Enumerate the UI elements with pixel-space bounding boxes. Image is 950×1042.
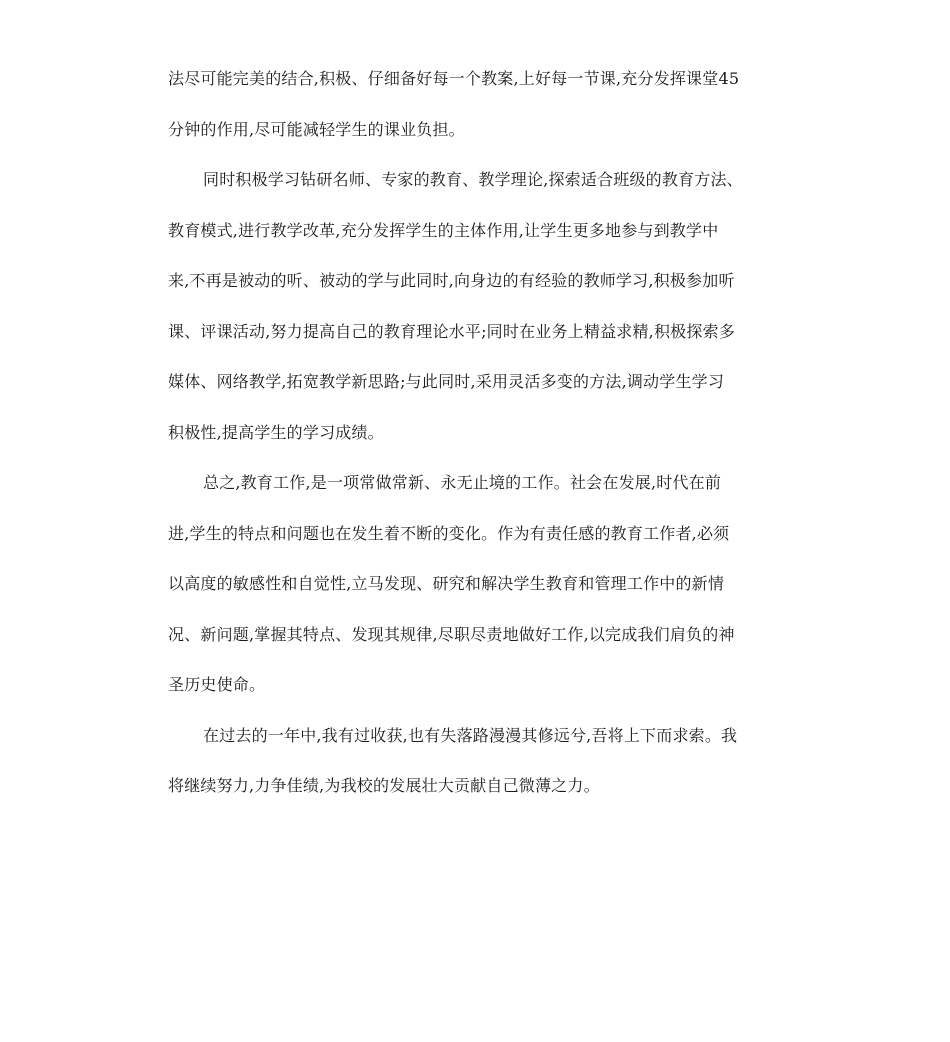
text-line: 教育模式,进行教学改革,充分发挥学生的主体作用,让学生更多地参与到教学中 bbox=[168, 220, 719, 240]
text-line: 总之,教育工作,是一项常做常新、永无止境的工作。社会在发展,时代在前 bbox=[203, 473, 722, 492]
paragraph-continuation bbox=[168, 62, 784, 163]
paragraph-summary bbox=[168, 466, 784, 719]
document-body bbox=[168, 62, 784, 820]
text-line: 积极性,提高学生的学习成绩。 bbox=[168, 422, 384, 442]
paragraph-study bbox=[168, 163, 784, 466]
text-line: 以高度的敏感性和自觉性,立马发现、研究和解决学生教育和管理工作中的新情 bbox=[168, 574, 725, 593]
text-line: 将继续努力,力争佳绩,为我校的发展壮大贡献自己微薄之力。 bbox=[168, 776, 600, 795]
text-line: 同时积极学习钻研名师、专家的教育、教学理论,探索适合班级的教育方法、 bbox=[203, 170, 743, 189]
text-line: 法尽可能完美的结合,积极、仔细备好每一个教案,上好每一节课,充分发挥课堂45 bbox=[168, 69, 740, 88]
text-line: 来,不再是被动的听、被动的学与此同时,向身边的有经验的教师学习,积极参加听 bbox=[168, 271, 735, 290]
text-line: 分钟的作用,尽可能减轻学生的课业负担。 bbox=[168, 119, 465, 139]
text-line: 况、新问题,掌握其特点、发现其规律,尽职尽责地做好工作,以完成我们肩负的神 bbox=[168, 624, 735, 644]
text-line: 在过去的一年中,我有过收获,也有失落路漫漫其修远兮,吾将上下而求索。我 bbox=[203, 725, 738, 745]
paragraph-conclusion bbox=[168, 719, 784, 820]
text-line: 课、评课活动,努力提高自己的教育理论水平;同时在业务上精益求精,积极探索多 bbox=[168, 321, 735, 341]
text-line: 媒体、网络教学,拓宽教学新思路;与此同时,采用灵活多变的方法,调动学生学习 bbox=[168, 372, 725, 391]
text-line: 圣历史使命。 bbox=[168, 675, 266, 694]
text-line: 进,学生的特点和问题也在发生着不断的变化。作为有责任感的教育工作者,必须 bbox=[168, 523, 730, 543]
